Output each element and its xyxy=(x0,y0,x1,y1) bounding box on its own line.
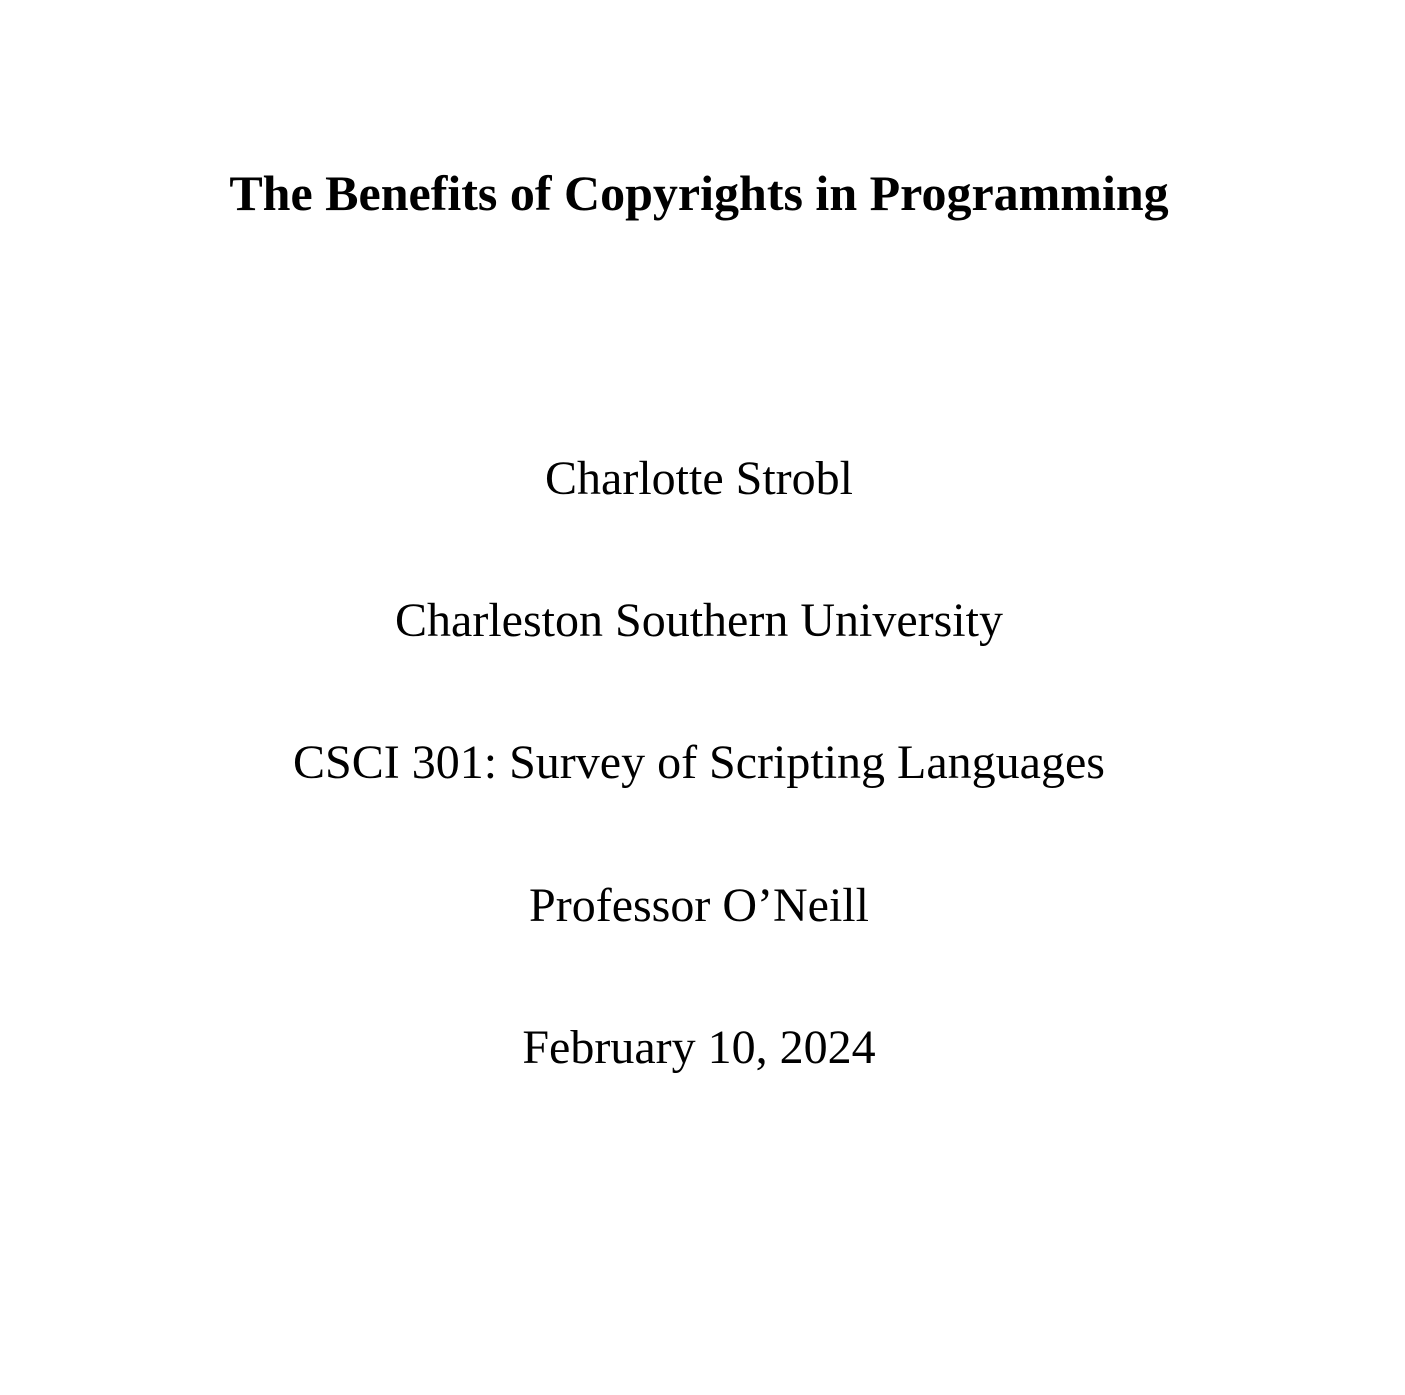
course-name: CSCI 301: Survey of Scripting Languages xyxy=(293,736,1105,789)
submission-date: February 10, 2024 xyxy=(522,1021,876,1074)
instructor-name: Professor O’Neill xyxy=(529,879,869,932)
author-name: Charlotte Strobl xyxy=(545,452,853,505)
paper-title: The Benefits of Copyrights in Programming xyxy=(229,165,1169,221)
institution-name: Charleston Southern University xyxy=(395,594,1003,647)
